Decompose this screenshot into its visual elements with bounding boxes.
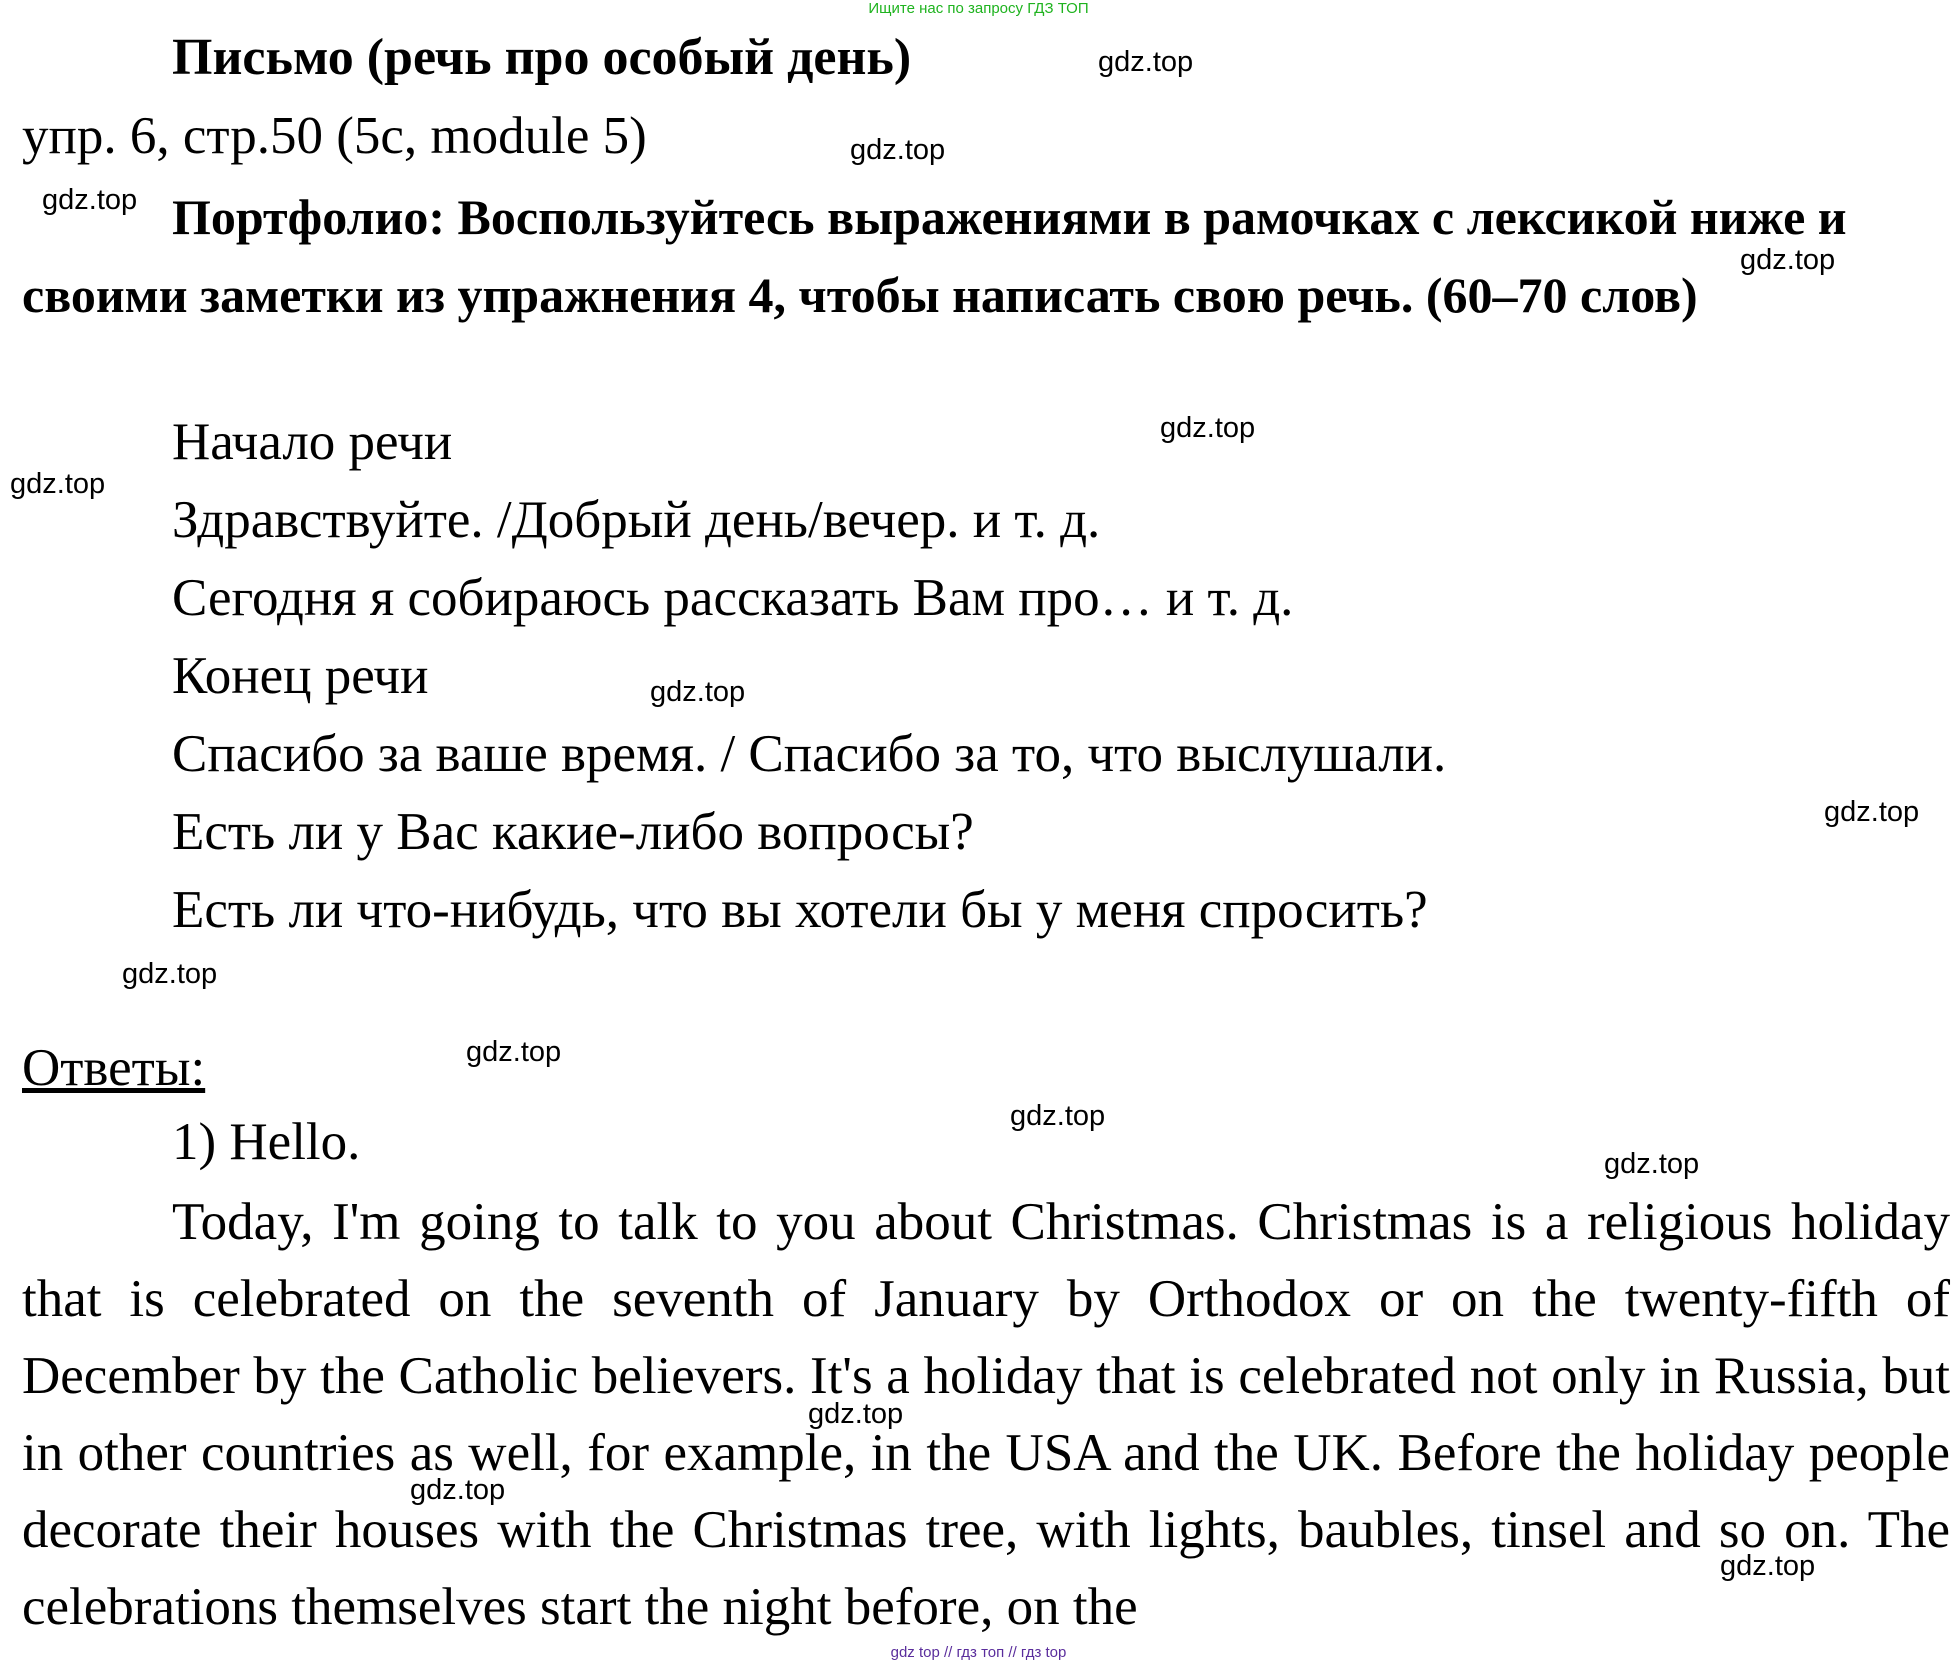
exercise-reference: упр. 6, стр.50 (5с, module 5) [22, 107, 647, 165]
answers-heading: Ответы: [22, 1039, 206, 1097]
watermark: gdz.top [466, 1036, 562, 1068]
watermark: gdz.top [650, 676, 746, 708]
watermark: gdz.top [1720, 1550, 1816, 1582]
task-instruction [22, 178, 1950, 334]
watermark: gdz.top [410, 1474, 506, 1506]
phrase-line: Есть ли что-нибудь, что вы хотели бы у меня спросить? [172, 881, 1428, 939]
watermark: gdz.top [1604, 1148, 1700, 1180]
watermark: gdz.top [808, 1398, 904, 1430]
phrase-line: Начало речи [172, 413, 453, 471]
watermark: gdz.top [10, 468, 106, 500]
watermark: gdz.top [850, 134, 946, 166]
watermark: gdz.top [1098, 46, 1194, 78]
answer-body-text: Today, I'm going to talk to you about Christmas. Christmas is a religious holiday that is celebrated on the seventh of January by Orthodox or on the twenty-fifth of December by the Catholic believers. It's a holiday that is celebrated not only in Russia, but in other countries as well, for example, in the USA and the UK. Before the holiday people decorate their houses with the Christmas tree, with lights, baubles, tinsel and so on. The celebrations themselves start the night before, on the [22, 1193, 1950, 1636]
phrase-line: Конец речи [172, 647, 429, 705]
watermark: gdz.top [122, 958, 218, 990]
phrase-line: Сегодня я собираюсь рассказать Вам про… и т. д. [172, 569, 1294, 627]
watermark: gdz.top [42, 184, 138, 216]
watermark: gdz.top [1824, 796, 1920, 828]
answer-body [22, 1184, 1950, 1646]
phrase-line: Спасибо за ваше время. / Спасибо за то, что выслушали. [172, 725, 1447, 783]
phrase-line: Здравствуйте. /Добрый день/вечер. и т. д. [172, 491, 1101, 549]
watermark: gdz.top [1740, 244, 1836, 276]
task-text: Портфолио: Воспользуйтесь выражениями в рамочках с лексикой ниже и своими заметки из упражнения 4, чтобы написать свою речь. (60–70 слов) [22, 189, 1847, 323]
footer-banner[interactable]: gdz top // гдз топ // гдз top [890, 1644, 1067, 1661]
phrase-line: Есть ли у Вас какие-либо вопросы? [172, 803, 974, 861]
watermark: gdz.top [1160, 412, 1256, 444]
page-title: Письмо (речь про особый день) [172, 29, 912, 86]
header-banner[interactable]: Ищите нас по запросу ГДЗ ТОП [868, 0, 1089, 17]
answer-first-line: 1) Hello. [172, 1113, 361, 1171]
watermark: gdz.top [1010, 1100, 1106, 1132]
